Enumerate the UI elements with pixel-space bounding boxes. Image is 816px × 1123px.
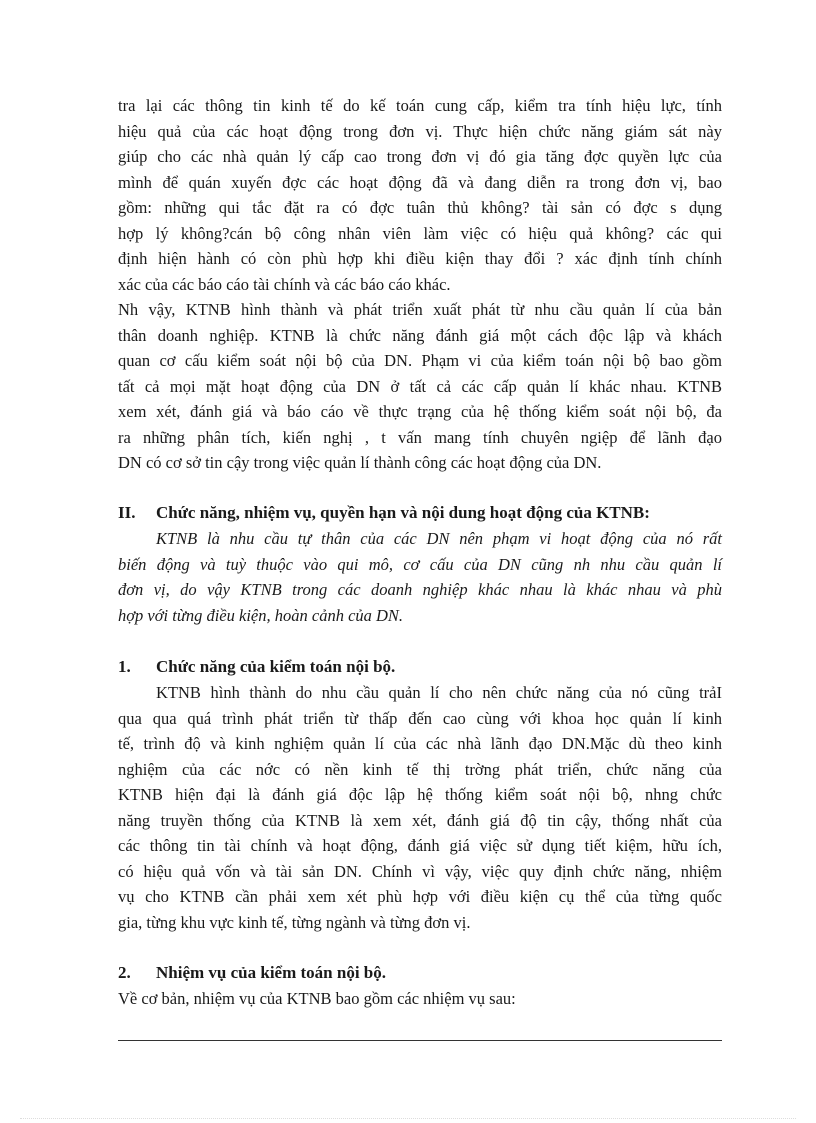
text-line: định hiện hành có còn phù hợp khi điều kiện thay đổi ? xác định tính chính xyxy=(118,249,722,268)
text-line: giúp cho các nhà quản lý cấp cao trong đơn vị đó gia tăng đợc quyền lực của xyxy=(118,147,722,166)
subsection-1-body xyxy=(118,706,722,936)
text-line: năng truyền thống của KTNB là xem xét, đánh giá độ tin cậy, thống nhất của xyxy=(118,810,722,830)
text-line: quan cơ cấu kiểm soát nội bộ của DN. Phạm vi của kiểm toán nội bộ bao gồm xyxy=(118,351,722,370)
text-line: tra lại các thông tin kinh tế do kế toán cung cấp, kiểm tra tính hiệu lực, tính xyxy=(118,96,722,115)
section-2-intro xyxy=(156,526,722,552)
text-line: các thông tin tài chính và hoạt động, đánh giá việc sử dụng tiết kiệm, hữu ích, xyxy=(118,836,722,855)
text-line: mình để quán xuyến đợc các hoạt động đã và đang diễn ra trong đơn vị, bao xyxy=(118,172,722,192)
text-line: tất cả mọi mặt hoạt động của DN ở tất cả các cấp quản lí khác nhau. KTNB xyxy=(118,376,722,396)
footer-divider xyxy=(118,1040,722,1041)
text-line: gia, từng khu vực kinh tế, từng ngành và từng đơn vị. xyxy=(118,912,471,932)
text-line: biến động và tuỳ thuộc vào qui mô, cơ cấu của DN cũng nh nhu cầu quản lí xyxy=(118,554,722,574)
page-bottom-dotted-border xyxy=(20,1118,796,1119)
section-title: Chức năng, nhiệm vụ, quyền hạn và nội dung hoạt động của KTNB: xyxy=(156,503,650,522)
subsection-2-heading xyxy=(118,960,386,986)
text-line: DN có cơ sở tin cậy trong việc quản lí thành công các hoạt động của DN. xyxy=(118,453,602,472)
text-line: hợp với từng điều kiện, hoàn cảnh của DN. xyxy=(118,605,404,625)
text-line: thân doanh nghiệp. KTNB là chức năng đánh giá một cách độc lập và khách xyxy=(118,325,722,345)
text-line: nghiệm của các nớc có nền kinh tế thị trờng phát triển, chức năng của xyxy=(118,759,722,779)
text-line: KTNB hiện đại là đánh giá độc lập hệ thống kiểm soát nội bộ, nhng chức xyxy=(118,785,722,804)
text-line: KTNB là nhu cầu tự thân của các DN nên phạm vi hoạt động của nó rất xyxy=(156,529,722,548)
subsection-number: 2. xyxy=(118,963,131,982)
subsection-1-heading xyxy=(118,654,395,680)
section-2-heading xyxy=(118,500,650,526)
paragraph-1 xyxy=(118,93,722,297)
subsection-title: Nhiệm vụ của kiểm toán nội bộ. xyxy=(156,963,386,982)
text-line: xác của các báo cáo tài chính và các báo cáo khác. xyxy=(118,274,451,294)
subsection-number: 1. xyxy=(118,657,131,676)
subsection-1-body-first xyxy=(156,680,722,706)
text-line: đơn vị, do vậy KTNB trong các doanh nghiệp khác nhau là khác nhau và phù xyxy=(118,580,722,599)
text-line: hiệu quả của các hoạt động trong đơn vị. Thực hiện chức năng giám sát này xyxy=(118,121,722,141)
text-line: KTNB hình thành do nhu cầu quản lí cho nên chức năng của nó cũng trảI xyxy=(156,683,722,702)
text-line: tế, trình độ và kinh nghiệm quản lí của các nhà lãnh đạo DN.Mặc dù theo kinh xyxy=(118,734,722,753)
text-line: hợp lý không?cán bộ công nhân viên làm việc có hiệu quả không? các qui xyxy=(118,223,722,243)
text-line: ra những phân tích, kiến nghị , t vấn mang tính chuyên ngiệp để lãnh đạo xyxy=(118,427,722,447)
paragraph-2 xyxy=(118,297,722,476)
subsection-2-body xyxy=(118,986,722,1012)
text-line: gồm: những qui tắc đặt ra có đợc tuân thủ không? tài sản có đợc s dụng xyxy=(118,198,722,217)
section-number: II. xyxy=(118,503,136,522)
text-line: qua qua quá trình phát triển từ thấp đến cao cùng với khoa học quản lí kinh xyxy=(118,708,722,728)
text-line: vụ cho KTNB cần phải xem xét phù hợp với điều kiện cụ thể của từng quốc xyxy=(118,887,722,906)
text-line: có hiệu quả vốn và tài sản DN. Chính vì vậy, việc quy định chức năng, nhiệm xyxy=(118,861,722,881)
section-2-intro-cont xyxy=(118,552,722,629)
text-line: Nh vậy, KTNB hình thành và phát triển xuất phát từ nhu cầu quản lí của bản xyxy=(118,300,722,319)
subsection-title: Chức năng của kiểm toán nội bộ. xyxy=(156,657,396,676)
text-line: xem xét, đánh giá và báo cáo về thực trạng của hệ thống kiểm soát nội bộ, đa xyxy=(118,402,722,421)
text-line: Về cơ bản, nhiệm vụ của KTNB bao gồm các nhiệm vụ sau: xyxy=(118,989,516,1008)
